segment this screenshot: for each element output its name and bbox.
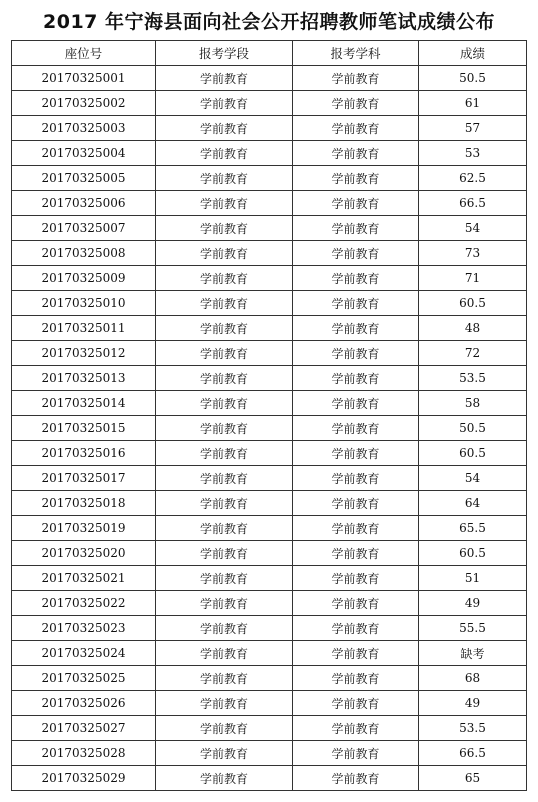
- cell-exam-stage: 学前教育: [156, 216, 293, 241]
- header-score: 成绩: [419, 41, 527, 66]
- cell-score: 50.5: [419, 416, 527, 441]
- table-body: [12, 66, 527, 791]
- cell-seat-number: 20170325010: [12, 291, 156, 316]
- cell-exam-subject: 学前教育: [293, 766, 419, 791]
- cell-exam-stage: 学前教育: [156, 516, 293, 541]
- cell-score: 51: [419, 566, 527, 591]
- cell-seat-number: 20170325007: [12, 216, 156, 241]
- cell-score: 72: [419, 341, 527, 366]
- results-table: [11, 40, 527, 791]
- cell-seat-number: 20170325002: [12, 91, 156, 116]
- table-row: [12, 216, 527, 241]
- cell-exam-stage: 学前教育: [156, 716, 293, 741]
- cell-score: 57: [419, 116, 527, 141]
- cell-score: 53: [419, 141, 527, 166]
- cell-score: 61: [419, 91, 527, 116]
- cell-score: 65.5: [419, 516, 527, 541]
- cell-exam-stage: 学前教育: [156, 566, 293, 591]
- cell-seat-number: 20170325005: [12, 166, 156, 191]
- cell-seat-number: 20170325024: [12, 641, 156, 666]
- cell-exam-subject: 学前教育: [293, 416, 419, 441]
- cell-score: 65: [419, 766, 527, 791]
- cell-exam-stage: 学前教育: [156, 341, 293, 366]
- cell-exam-subject: 学前教育: [293, 316, 419, 341]
- cell-exam-subject: 学前教育: [293, 216, 419, 241]
- cell-exam-stage: 学前教育: [156, 316, 293, 341]
- cell-exam-subject: 学前教育: [293, 291, 419, 316]
- cell-exam-subject: 学前教育: [293, 341, 419, 366]
- cell-seat-number: 20170325019: [12, 516, 156, 541]
- cell-exam-stage: 学前教育: [156, 166, 293, 191]
- table-row: [12, 516, 527, 541]
- cell-exam-stage: 学前教育: [156, 291, 293, 316]
- cell-seat-number: 20170325021: [12, 566, 156, 591]
- cell-seat-number: 20170325026: [12, 691, 156, 716]
- cell-exam-stage: 学前教育: [156, 541, 293, 566]
- table-row: [12, 491, 527, 516]
- cell-score: 49: [419, 591, 527, 616]
- table-row: [12, 666, 527, 691]
- cell-exam-subject: 学前教育: [293, 266, 419, 291]
- table-row: [12, 116, 527, 141]
- table-row: [12, 591, 527, 616]
- cell-exam-stage: 学前教育: [156, 266, 293, 291]
- cell-exam-stage: 学前教育: [156, 466, 293, 491]
- cell-seat-number: 20170325017: [12, 466, 156, 491]
- cell-exam-subject: 学前教育: [293, 141, 419, 166]
- cell-exam-subject: 学前教育: [293, 741, 419, 766]
- cell-exam-subject: 学前教育: [293, 691, 419, 716]
- table-row: [12, 291, 527, 316]
- page-title: 2017 年宁海县面向社会公开招聘教师笔试成绩公布: [43, 11, 495, 33]
- cell-seat-number: 20170325003: [12, 116, 156, 141]
- cell-seat-number: 20170325023: [12, 616, 156, 641]
- cell-seat-number: 20170325006: [12, 191, 156, 216]
- cell-score: 73: [419, 241, 527, 266]
- cell-seat-number: 20170325018: [12, 491, 156, 516]
- cell-exam-stage: 学前教育: [156, 641, 293, 666]
- cell-seat-number: 20170325027: [12, 716, 156, 741]
- cell-exam-stage: 学前教育: [156, 441, 293, 466]
- cell-exam-stage: 学前教育: [156, 391, 293, 416]
- table-row: [12, 241, 527, 266]
- cell-seat-number: 20170325001: [12, 66, 156, 91]
- cell-exam-subject: 学前教育: [293, 391, 419, 416]
- table-row: [12, 366, 527, 391]
- cell-seat-number: 20170325022: [12, 591, 156, 616]
- table-row: [12, 616, 527, 641]
- cell-exam-subject: 学前教育: [293, 191, 419, 216]
- table-row: [12, 391, 527, 416]
- cell-exam-subject: 学前教育: [293, 666, 419, 691]
- cell-exam-subject: 学前教育: [293, 441, 419, 466]
- table-row: [12, 191, 527, 216]
- cell-exam-stage: 学前教育: [156, 91, 293, 116]
- cell-score: 缺考: [419, 641, 527, 666]
- cell-seat-number: 20170325004: [12, 141, 156, 166]
- table-row: [12, 641, 527, 666]
- cell-exam-stage: 学前教育: [156, 241, 293, 266]
- cell-score: 55.5: [419, 616, 527, 641]
- cell-seat-number: 20170325009: [12, 266, 156, 291]
- cell-seat-number: 20170325013: [12, 366, 156, 391]
- table-row: [12, 141, 527, 166]
- table-row: [12, 266, 527, 291]
- header-exam-subject: 报考学科: [293, 41, 419, 66]
- table-row: [12, 766, 527, 791]
- cell-score: 71: [419, 266, 527, 291]
- cell-exam-subject: 学前教育: [293, 366, 419, 391]
- header-seat-number: 座位号: [12, 41, 156, 66]
- table-row: [12, 341, 527, 366]
- table-row: [12, 166, 527, 191]
- cell-score: 53.5: [419, 716, 527, 741]
- cell-exam-subject: 学前教育: [293, 166, 419, 191]
- header-row: [12, 41, 527, 66]
- cell-exam-subject: 学前教育: [293, 491, 419, 516]
- table-row: [12, 541, 527, 566]
- cell-exam-subject: 学前教育: [293, 91, 419, 116]
- cell-exam-stage: 学前教育: [156, 141, 293, 166]
- cell-score: 66.5: [419, 191, 527, 216]
- cell-seat-number: 20170325008: [12, 241, 156, 266]
- cell-exam-subject: 学前教育: [293, 566, 419, 591]
- cell-score: 60.5: [419, 291, 527, 316]
- cell-exam-subject: 学前教育: [293, 591, 419, 616]
- cell-seat-number: 20170325028: [12, 741, 156, 766]
- table-header: [12, 41, 527, 66]
- table-row: [12, 691, 527, 716]
- table-row: [12, 716, 527, 741]
- cell-score: 49: [419, 691, 527, 716]
- table-row: [12, 741, 527, 766]
- cell-exam-subject: 学前教育: [293, 466, 419, 491]
- cell-exam-subject: 学前教育: [293, 716, 419, 741]
- cell-exam-stage: 学前教育: [156, 66, 293, 91]
- cell-exam-subject: 学前教育: [293, 641, 419, 666]
- cell-exam-stage: 学前教育: [156, 416, 293, 441]
- cell-exam-subject: 学前教育: [293, 616, 419, 641]
- cell-seat-number: 20170325029: [12, 766, 156, 791]
- cell-score: 66.5: [419, 741, 527, 766]
- table-row: [12, 66, 527, 91]
- cell-exam-stage: 学前教育: [156, 666, 293, 691]
- cell-seat-number: 20170325025: [12, 666, 156, 691]
- cell-score: 68: [419, 666, 527, 691]
- cell-seat-number: 20170325014: [12, 391, 156, 416]
- cell-seat-number: 20170325015: [12, 416, 156, 441]
- cell-score: 62.5: [419, 166, 527, 191]
- cell-seat-number: 20170325011: [12, 316, 156, 341]
- cell-exam-subject: 学前教育: [293, 116, 419, 141]
- cell-score: 50.5: [419, 66, 527, 91]
- cell-exam-subject: 学前教育: [293, 66, 419, 91]
- cell-seat-number: 20170325012: [12, 341, 156, 366]
- cell-exam-subject: 学前教育: [293, 541, 419, 566]
- cell-exam-stage: 学前教育: [156, 366, 293, 391]
- cell-exam-stage: 学前教育: [156, 491, 293, 516]
- cell-score: 54: [419, 216, 527, 241]
- cell-exam-subject: 学前教育: [293, 516, 419, 541]
- cell-exam-stage: 学前教育: [156, 741, 293, 766]
- cell-seat-number: 20170325016: [12, 441, 156, 466]
- cell-exam-stage: 学前教育: [156, 116, 293, 141]
- cell-exam-stage: 学前教育: [156, 191, 293, 216]
- cell-seat-number: 20170325020: [12, 541, 156, 566]
- table-row: [12, 441, 527, 466]
- cell-exam-subject: 学前教育: [293, 241, 419, 266]
- cell-score: 60.5: [419, 541, 527, 566]
- header-exam-stage: 报考学段: [156, 41, 293, 66]
- table-row: [12, 316, 527, 341]
- cell-score: 58: [419, 391, 527, 416]
- cell-score: 48: [419, 316, 527, 341]
- cell-exam-stage: 学前教育: [156, 616, 293, 641]
- table-row: [12, 466, 527, 491]
- cell-score: 60.5: [419, 441, 527, 466]
- cell-score: 64: [419, 491, 527, 516]
- table-row: [12, 91, 527, 116]
- cell-score: 54: [419, 466, 527, 491]
- cell-exam-stage: 学前教育: [156, 766, 293, 791]
- cell-exam-stage: 学前教育: [156, 691, 293, 716]
- table-row: [12, 566, 527, 591]
- cell-exam-stage: 学前教育: [156, 591, 293, 616]
- cell-score: 53.5: [419, 366, 527, 391]
- table-row: [12, 416, 527, 441]
